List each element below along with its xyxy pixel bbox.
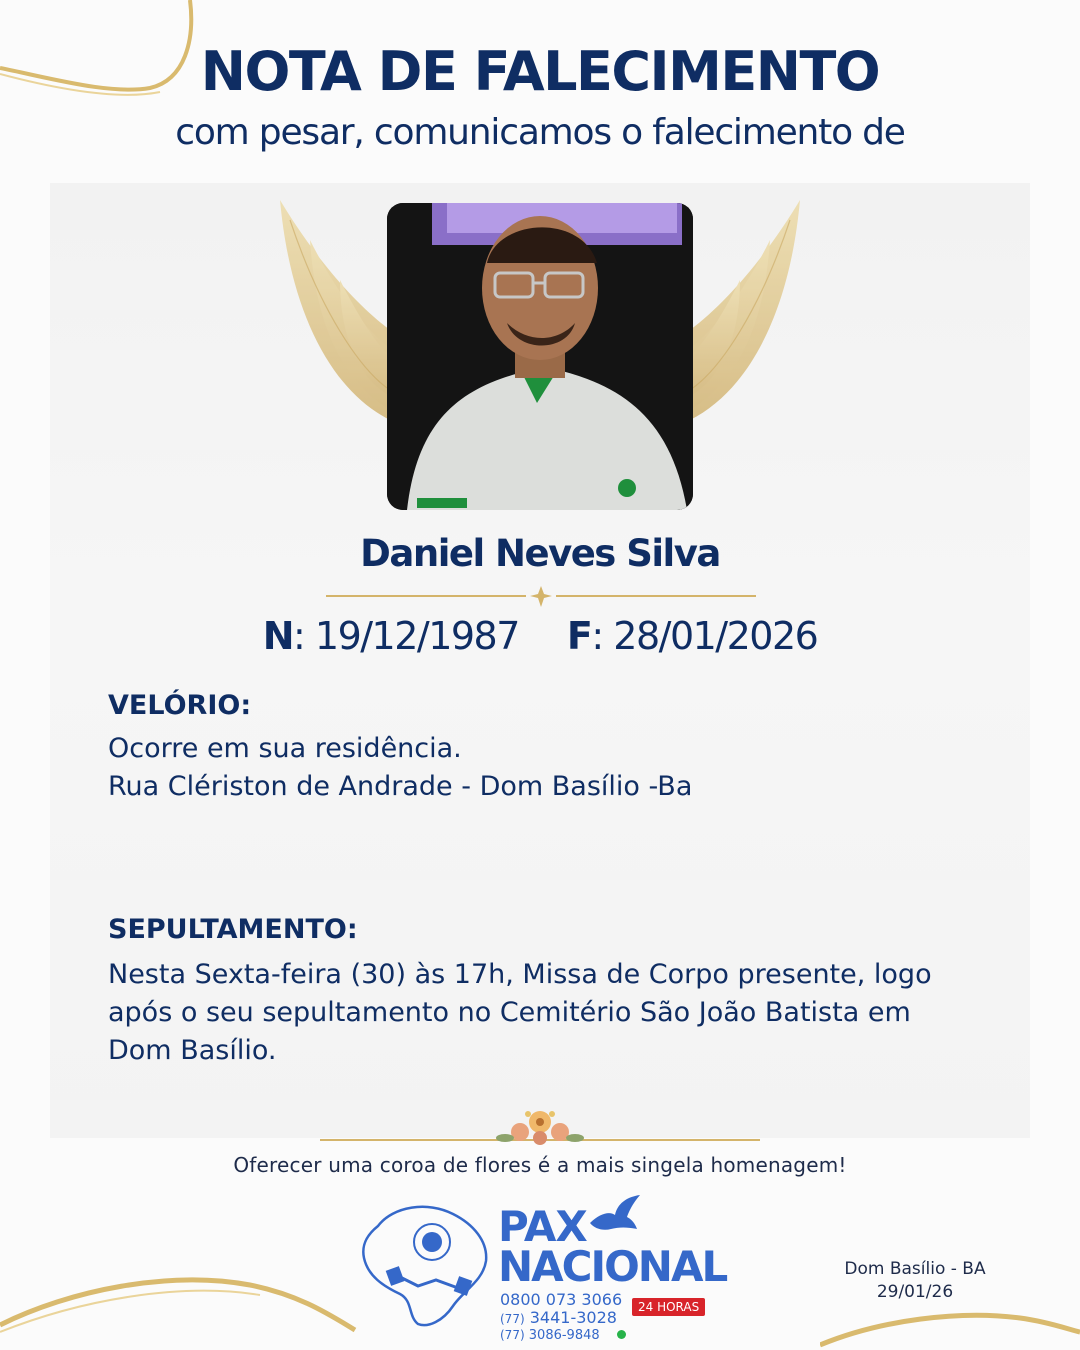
gold-divider xyxy=(326,586,756,608)
bottom-left-gold-swoosh xyxy=(0,1270,360,1350)
birth-date: 19/12/1987 xyxy=(314,614,519,658)
velorio-heading: VELÓRIO: xyxy=(108,690,252,721)
phone-2-number: 3441-3028 xyxy=(529,1308,617,1327)
phone-2-ddd: (77) xyxy=(500,1312,525,1326)
brand-name-line1: PAX xyxy=(498,1202,587,1251)
page-subtitle: com pesar, comunicamos o falecimento de xyxy=(175,112,905,153)
place-date xyxy=(830,1258,1000,1304)
phone-2 xyxy=(500,1308,617,1327)
place-label: Dom Basílio - BA xyxy=(844,1259,986,1279)
death-label: F xyxy=(566,614,592,658)
issue-date: 29/01/26 xyxy=(876,1282,954,1302)
page-title: NOTA DE FALECIMENTO xyxy=(200,40,880,103)
brazil-map-handshake-icon xyxy=(358,1196,494,1330)
deceased-photo xyxy=(387,203,693,510)
brand-name-line2: NACIONAL xyxy=(498,1242,727,1291)
death-date: 28/01/2026 xyxy=(613,614,818,658)
sepultamento-text: Nesta Sexta-feira (30) às 17h, Missa de Corpo presente, logo após o seu sepultamento no Cemitério São João Batista em Dom Basílio. xyxy=(108,959,932,1066)
velorio-text: Ocorre em sua residência. Rua Clériston de Andrade - Dom Basílio -Ba xyxy=(108,733,693,802)
sepultamento-heading: SEPULTAMENTO: xyxy=(108,914,358,945)
bottom-right-gold-swoosh xyxy=(820,1300,1080,1350)
phone-3-number: 3086-9848 xyxy=(528,1328,600,1343)
whatsapp-icon xyxy=(617,1330,626,1339)
deceased-name: Daniel Neves Silva xyxy=(360,532,720,575)
dove-icon xyxy=(585,1193,645,1235)
life-dates: N: 19/12/1987 F: 28/01/2026 xyxy=(262,614,818,658)
phone-tollfree: 0800 073 3066 xyxy=(500,1290,623,1309)
phone-3 xyxy=(500,1328,600,1343)
24h-badge: 24 HORAS xyxy=(632,1298,705,1316)
flower-arrangement-icon xyxy=(320,1108,760,1158)
phone-3-ddd: (77) xyxy=(500,1328,525,1342)
tagline: Oferecer uma coroa de flores é a mais singela homenagem! xyxy=(233,1153,847,1177)
birth-label: N xyxy=(262,614,293,658)
